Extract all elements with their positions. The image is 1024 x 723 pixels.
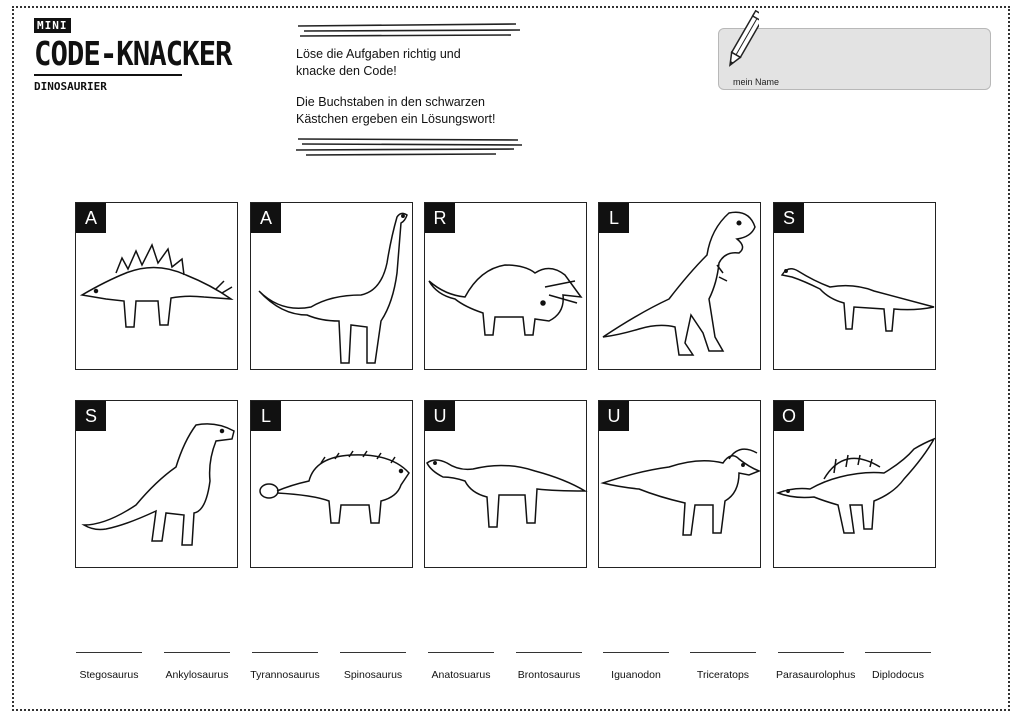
answer-label: Stegosaurus — [79, 669, 139, 681]
card-letter: A — [251, 203, 281, 233]
ankylosaurus-icon — [251, 401, 414, 569]
dino-card-8 — [424, 400, 587, 568]
answer-label: Spinosaurus — [343, 669, 403, 681]
card-letter: O — [774, 401, 804, 431]
answer-line — [252, 652, 318, 653]
instruction-line-4: Kästchen ergeben ein Lösungswort! — [296, 112, 496, 126]
card-letter: S — [76, 401, 106, 431]
instruction-line-1: Löse die Aufgaben richtig und — [296, 47, 461, 61]
answer-line — [340, 652, 406, 653]
answer-label: Brontosaurus — [517, 669, 581, 681]
name-field[interactable] — [718, 28, 991, 90]
answer-anatosuarus — [426, 652, 496, 681]
answer-spinosaurus — [338, 652, 408, 681]
answer-line — [428, 652, 494, 653]
answer-brontosaurus — [514, 652, 584, 681]
scribble-bottom-decoration — [296, 134, 526, 158]
answer-line — [778, 652, 844, 653]
page-subtitle: DINOSAURIER — [34, 80, 107, 93]
dino-card-1 — [75, 202, 238, 370]
dino-card-6 — [75, 400, 238, 568]
answer-line — [164, 652, 230, 653]
dino-card-4 — [598, 202, 761, 370]
dino-card-2 — [250, 202, 413, 370]
answer-label: Tyrannosaurus — [250, 669, 320, 681]
spinosaurus-icon — [774, 401, 937, 569]
diplodocus-icon — [774, 203, 937, 371]
logo — [34, 16, 232, 93]
card-letter: L — [599, 203, 629, 233]
instruction-line-3: Die Buchstaben in den schwarzen — [296, 95, 486, 109]
brachiosaurus-icon — [251, 203, 414, 371]
answer-diplodocus — [863, 652, 933, 681]
stegosaurus-icon — [76, 203, 239, 371]
answer-label: Iguanodon — [611, 669, 661, 681]
card-letter: S — [774, 203, 804, 233]
dino-card-7 — [250, 400, 413, 568]
answer-label: Parasaurolophus — [776, 669, 856, 681]
answer-line — [603, 652, 669, 653]
card-letter: R — [425, 203, 455, 233]
answer-ankylosaurus — [162, 652, 232, 681]
card-letter: U — [425, 401, 455, 431]
answer-line — [690, 652, 756, 653]
iguanodon-icon — [76, 401, 239, 569]
triceratops-icon — [425, 203, 588, 371]
dino-card-10 — [773, 400, 936, 568]
card-letter: L — [251, 401, 281, 431]
answer-line — [516, 652, 582, 653]
answer-label: Anatosuarus — [431, 669, 491, 681]
page-title: CODE-KNACKER — [34, 33, 232, 73]
answer-label: Ankylosaurus — [165, 669, 229, 681]
answer-iguanodon — [601, 652, 671, 681]
answer-triceratops — [688, 652, 758, 681]
pencil-icon — [729, 9, 759, 73]
tyrannosaurus-icon — [599, 203, 762, 371]
answer-line — [865, 652, 931, 653]
name-field-label: mein Name — [733, 77, 780, 87]
answer-stegosaurus — [74, 652, 144, 681]
instructions — [296, 20, 536, 158]
title-rule — [34, 74, 182, 76]
answer-label: Diplodocus — [872, 669, 924, 681]
dino-card-9 — [598, 400, 761, 568]
scribble-top-decoration — [296, 20, 521, 40]
answer-line — [76, 652, 142, 653]
anatosaurus-icon — [425, 401, 588, 569]
answer-tyrannosaurus — [250, 652, 320, 681]
dino-card-5 — [773, 202, 936, 370]
card-letter: A — [76, 203, 106, 233]
answer-label: Triceratops — [696, 669, 750, 681]
card-letter: U — [599, 401, 629, 431]
dino-card-3 — [424, 202, 587, 370]
logo-badge: MINI — [34, 18, 71, 33]
instruction-line-2: knacke den Code! — [296, 64, 397, 78]
answer-parasaurolophus — [776, 652, 856, 681]
parasaurolophus-icon — [599, 401, 762, 569]
